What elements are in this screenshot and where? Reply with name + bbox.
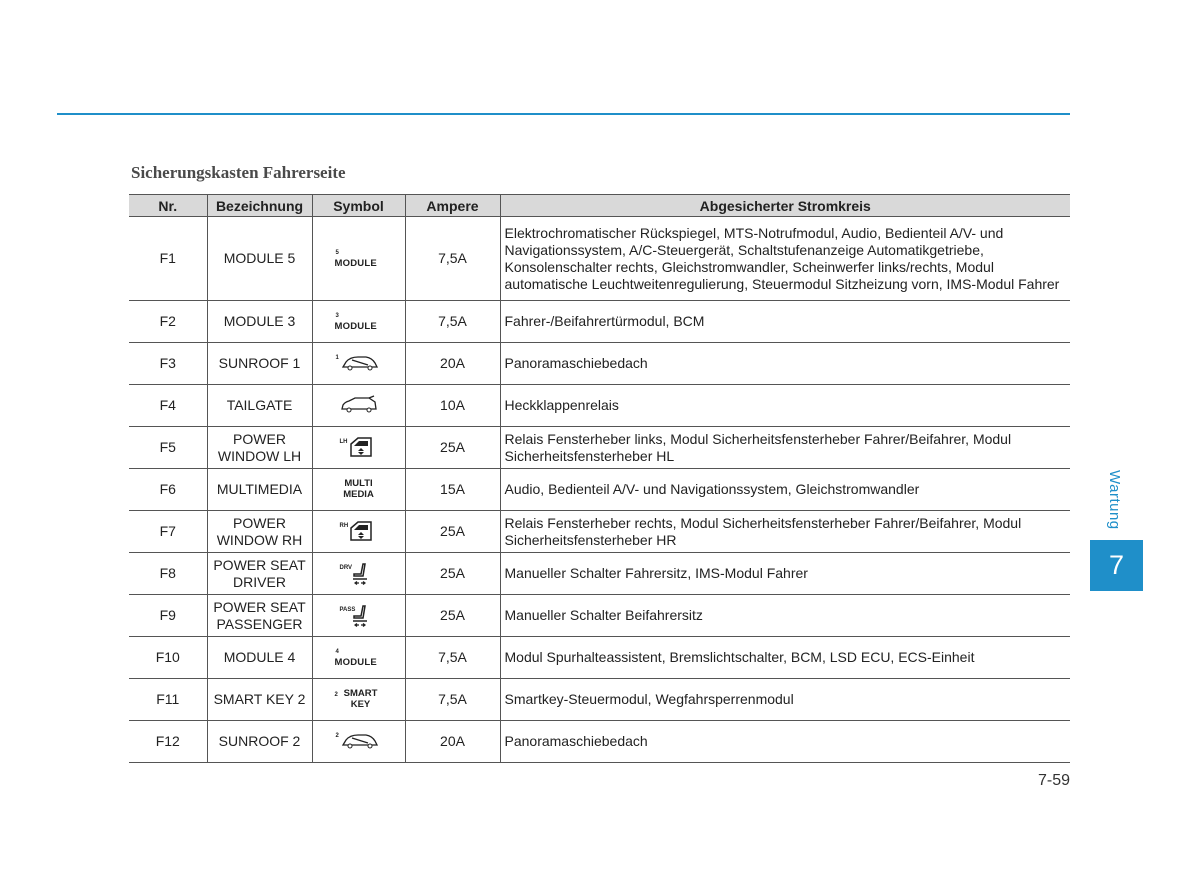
header-rule (57, 113, 1070, 115)
fuse-symbol (312, 553, 405, 595)
table-row (129, 343, 1070, 385)
chapter-side-label: Wartung (1106, 470, 1123, 530)
table-row (129, 721, 1070, 763)
fuse-nr: F4 (129, 385, 207, 427)
fuse-nr: F8 (129, 553, 207, 595)
fuse-name: POWER WINDOW LH (207, 427, 312, 469)
fuse-name: MODULE 5 (207, 217, 312, 301)
fuse-symbol (312, 427, 405, 469)
module-icon: 3 MODULE (334, 312, 377, 332)
fuse-circuit: Elektrochromatischer Rückspiegel, MTS-Notrufmodul, Audio, Bedienteil A/V- und Navigationssystem, A/C-Steuergerät, Schaltstufenanzeige Automatikgetriebe, Konsolenschalter rechts, Gleichstromwandler, Scheinwerfer links/rechts, Modul automatische Leuchtweitenregulierung, Steuermodul Sitzheizung vorn, IMS-Modul Fahrer (500, 217, 1070, 301)
fuse-name: TAILGATE (207, 385, 312, 427)
header-stromkreis: Abgesicherter Stromkreis (500, 195, 1070, 217)
fuse-circuit: Relais Fensterheber links, Modul Sicherheitsfensterheber Fahrer/Beifahrer, Modul Sicherheitsfensterheber HL (500, 427, 1070, 469)
fuse-nr: F10 (129, 637, 207, 679)
fuse-circuit: Manueller Schalter Fahrersitz, IMS-Modul Fahrer (500, 553, 1070, 595)
fuse-ampere: 25A (405, 427, 500, 469)
table-row (129, 679, 1070, 721)
table-row (129, 385, 1070, 427)
module-icon: 5 MODULE (334, 249, 377, 269)
table-row (129, 511, 1070, 553)
fuse-symbol (312, 217, 405, 301)
fuse-ampere: 20A (405, 721, 500, 763)
multimedia-icon: MULTI MEDIA (343, 477, 374, 500)
fuse-symbol (312, 469, 405, 511)
header-ampere: Ampere (405, 195, 500, 217)
header-nr: Nr. (129, 195, 207, 217)
fuse-ampere: 20A (405, 343, 500, 385)
header-symbol: Symbol (312, 195, 405, 217)
table-row (129, 469, 1070, 511)
fuse-ampere: 25A (405, 511, 500, 553)
fuse-ampere: 7,5A (405, 301, 500, 343)
power-seat-icon: DRV (334, 560, 384, 584)
fuse-nr: F11 (129, 679, 207, 721)
fuse-name: POWER WINDOW RH (207, 511, 312, 553)
fuse-name: MODULE 3 (207, 301, 312, 343)
fuse-circuit: Modul Spurhalteassistent, Bremslichtschalter, BCM, LSD ECU, ECS-Einheit (500, 637, 1070, 679)
fuse-circuit: Fahrer-/Beifahrertürmodul, BCM (500, 301, 1070, 343)
fuse-name: POWER SEAT DRIVER (207, 553, 312, 595)
fuse-ampere: 7,5A (405, 679, 500, 721)
fuse-nr: F1 (129, 217, 207, 301)
fuse-circuit: Smartkey-Steuermodul, Wegfahrsperrenmodul (500, 679, 1070, 721)
fuse-circuit: Manueller Schalter Beifahrersitz (500, 595, 1070, 637)
power-window-icon: LH (334, 434, 384, 458)
fuse-symbol (312, 385, 405, 427)
table-row (129, 301, 1070, 343)
fuse-ampere: 15A (405, 469, 500, 511)
fuse-nr: F6 (129, 469, 207, 511)
table-row (129, 217, 1070, 301)
sunroof-icon: 1 (334, 350, 384, 374)
sunroof-icon: 2 (334, 728, 384, 752)
fuse-symbol (312, 511, 405, 553)
fuse-ampere: 25A (405, 553, 500, 595)
fuse-symbol (312, 301, 405, 343)
fuse-circuit: Audio, Bedienteil A/V- und Navigationssystem, Gleichstromwandler (500, 469, 1070, 511)
fuse-symbol (312, 721, 405, 763)
fuse-ampere: 25A (405, 595, 500, 637)
table-row (129, 553, 1070, 595)
fuse-table (129, 194, 1070, 763)
fuse-name: POWER SEAT PASSENGER (207, 595, 312, 637)
fuse-ampere: 7,5A (405, 217, 500, 301)
fuse-nr: F2 (129, 301, 207, 343)
fuse-name: SUNROOF 1 (207, 343, 312, 385)
header-bezeichnung: Bezeichnung (207, 195, 312, 217)
fuse-nr: F3 (129, 343, 207, 385)
fuse-ampere: 10A (405, 385, 500, 427)
fuse-nr: F5 (129, 427, 207, 469)
fuse-name: MODULE 4 (207, 637, 312, 679)
table-row (129, 427, 1070, 469)
fuse-symbol (312, 637, 405, 679)
fuse-symbol (312, 679, 405, 721)
tailgate-icon (334, 392, 384, 416)
fuse-nr: F7 (129, 511, 207, 553)
power-window-icon: RH (334, 518, 384, 542)
fuse-circuit: Heckklappenrelais (500, 385, 1070, 427)
smart-key-icon: 2 SMART KEY (334, 687, 378, 710)
module-icon: 4 MODULE (334, 648, 377, 668)
power-seat-icon: PASS (334, 602, 384, 626)
chapter-tab: 7 (1090, 540, 1143, 591)
fuse-nr: F12 (129, 721, 207, 763)
fuse-symbol (312, 595, 405, 637)
table-row (129, 595, 1070, 637)
fuse-name: SMART KEY 2 (207, 679, 312, 721)
table-header-row (129, 195, 1070, 217)
fuse-symbol (312, 343, 405, 385)
page-number: 7-59 (1037, 772, 1070, 789)
fuse-name: SUNROOF 2 (207, 721, 312, 763)
table-row (129, 637, 1070, 679)
section-title: Sicherungskasten Fahrerseite (131, 163, 346, 182)
fuse-nr: F9 (129, 595, 207, 637)
fuse-circuit: Relais Fensterheber rechts, Modul Sicherheitsfensterheber Fahrer/Beifahrer, Modul Sicherheitsfensterheber HR (500, 511, 1070, 553)
fuse-circuit: Panoramaschiebedach (500, 721, 1070, 763)
fuse-ampere: 7,5A (405, 637, 500, 679)
fuse-circuit: Panoramaschiebedach (500, 343, 1070, 385)
fuse-name: MULTIMEDIA (207, 469, 312, 511)
